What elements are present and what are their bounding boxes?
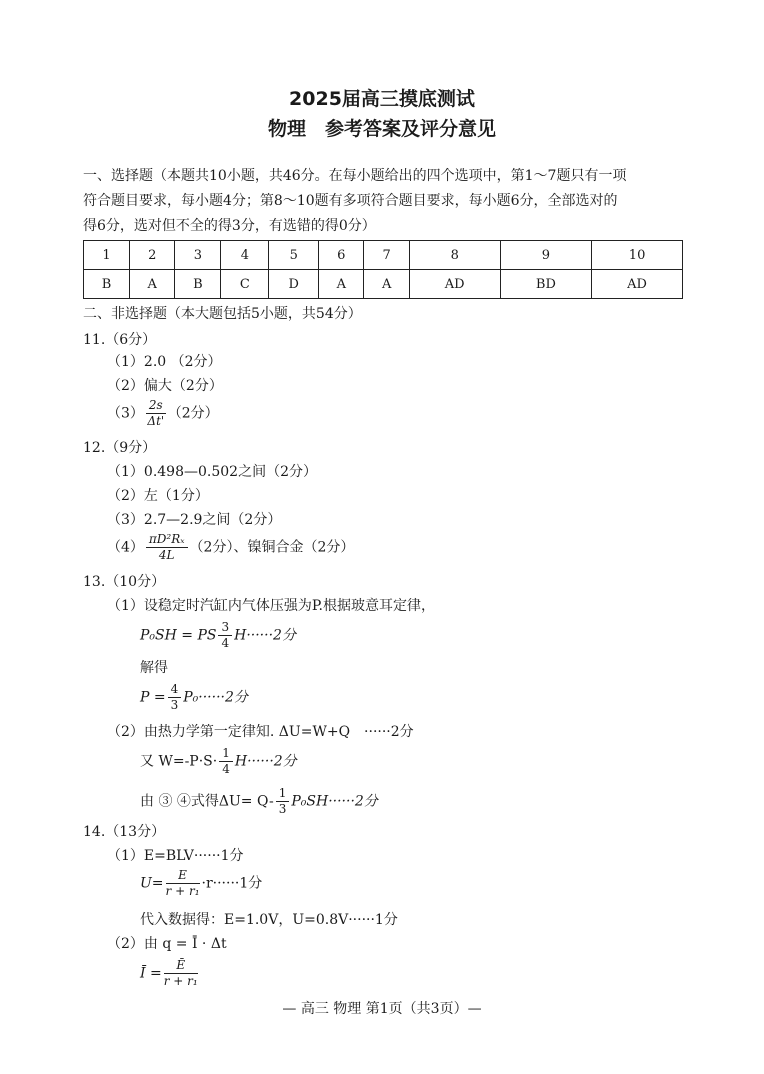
table-cell: A — [319, 270, 364, 299]
table-cell: 5 — [269, 241, 319, 270]
eq-left: P = — [140, 689, 166, 706]
eq-fraction — [219, 746, 233, 777]
table-cell: A — [130, 270, 175, 299]
eq-left: 又 W=-P·S· — [140, 753, 218, 770]
eq-left: P₀SH = PS — [140, 627, 217, 644]
fraction-denominator: r + r₁ — [165, 884, 200, 898]
q13-part-1: （1）设稳定时汽缸内气体压强为P.根据玻意耳定律， — [107, 598, 435, 614]
q11-answer-2: （2）偏大（2分） — [107, 378, 223, 394]
q12-answer-4 — [107, 532, 354, 563]
fraction-denominator: 4 — [222, 762, 230, 776]
fraction-denominator: 4L — [158, 548, 175, 562]
eq-fraction — [164, 958, 198, 989]
page-subtitle: 物理 参考答案及评分意见 — [267, 118, 496, 140]
q12-answer-2: （2）左（1分） — [107, 488, 209, 504]
q14-part-2: 代入数据得：E=1.0V，U=0.8V······1分 — [140, 912, 398, 928]
q11-a3-prefix: （3） — [107, 405, 144, 422]
eq-left: Ī = — [140, 965, 162, 982]
q11-answer-3 — [107, 398, 219, 429]
table-row-answers — [84, 270, 683, 299]
fraction-numerator: 2s — [146, 398, 166, 414]
eq-right: P₀······2分 — [183, 689, 248, 706]
fraction-numerator: 1 — [219, 746, 233, 762]
table-cell: 4 — [221, 241, 269, 270]
q12-answer-3: （3）2.7—2.9之间（2分） — [107, 512, 282, 528]
table-cell: 10 — [592, 241, 683, 270]
q13-part-2: （2）由热力学第一定律知. ΔU=W+Q ······2分 — [107, 724, 414, 740]
q13-equation-1 — [140, 620, 296, 651]
section1-line-3: 得6分，选对但不全的得3分，有选错的得0分） — [83, 218, 376, 234]
fraction-numerator: Ē — [164, 958, 198, 974]
fraction-numerator: 4 — [168, 682, 182, 698]
q12-head: 12.（9分） — [83, 440, 157, 456]
eq-right: P₀SH······2分 — [291, 793, 378, 810]
table-cell: A — [364, 270, 409, 299]
table-cell: 8 — [409, 241, 500, 270]
eq-right: H······2分 — [234, 753, 297, 770]
q12-a4-prefix: （4） — [107, 539, 144, 556]
q13-head: 13.（10分） — [83, 574, 166, 590]
q14-head: 14.（13分） — [83, 824, 166, 840]
table-cell: 9 — [500, 241, 592, 270]
table-cell: 7 — [364, 241, 409, 270]
page-title: 2025届高三摸底测试 — [289, 88, 475, 110]
fraction-denominator: r + r₁ — [163, 974, 198, 988]
fraction-denominator: 3 — [170, 698, 179, 712]
table-cell: B — [84, 270, 130, 299]
eq-left: U= — [140, 875, 164, 892]
q13-equation-4 — [140, 786, 378, 817]
q14-equation-2 — [140, 958, 200, 989]
q11-answer-1: （1）2.0 （2分） — [107, 354, 222, 370]
q14-part-3: （2）由 q = Ī · Δt — [107, 936, 227, 952]
q11-fraction — [146, 398, 166, 429]
q12-a4-suffix: （2分）、镍铜合金（2分） — [189, 539, 355, 556]
q11-a3-suffix: （2分） — [167, 405, 219, 422]
q13-solve-label: 解得 — [140, 660, 168, 676]
table-cell: 2 — [130, 241, 175, 270]
eq-fraction — [276, 786, 290, 817]
table-cell: 1 — [84, 241, 130, 270]
table-cell: B — [175, 270, 221, 299]
fraction-denominator: Δt' — [147, 414, 165, 428]
eq-right: H······2分 — [234, 627, 296, 644]
q12-fraction — [146, 532, 188, 563]
eq-right: ·r······1分 — [201, 875, 263, 892]
page-footer: — 高三 物理 第1页（共3页）— — [282, 1001, 482, 1017]
eq-fraction — [168, 682, 182, 713]
section2-title: 二、非选择题（本大题包括5小题，共54分） — [83, 306, 362, 322]
section1-line-2: 符合题目要求，每小题4分；第8～10题有多项符合题目要求，每小题6分，全部选对的 — [83, 193, 618, 209]
q11-head: 11.（6分） — [83, 332, 157, 348]
answer-table — [83, 240, 683, 299]
table-cell: BD — [500, 270, 592, 299]
fraction-denominator: 4 — [221, 636, 230, 650]
q14-equation-1 — [140, 868, 262, 899]
fraction-numerator: E — [166, 868, 200, 884]
eq-fraction — [166, 868, 200, 899]
eq-left: 由 ③ ④式得ΔU= Q- — [140, 793, 274, 810]
q14-part-1: （1）E=BLV······1分 — [107, 848, 244, 864]
fraction-denominator: 3 — [278, 802, 287, 816]
table-cell: C — [221, 270, 269, 299]
section1-line-1: 一、选择题（本题共10小题，共46分。在每小题给出的四个选项中，第1～7题只有一项 — [83, 168, 627, 184]
table-cell: D — [269, 270, 319, 299]
table-cell: AD — [592, 270, 683, 299]
fraction-numerator: 1 — [276, 786, 290, 802]
table-cell: 3 — [175, 241, 221, 270]
q13-equation-3 — [140, 746, 297, 777]
q12-answer-1: （1）0.498—0.502之间（2分） — [107, 464, 317, 480]
table-row-numbers — [84, 241, 683, 270]
eq-fraction — [218, 620, 232, 651]
table-cell: 6 — [319, 241, 364, 270]
q13-equation-2 — [140, 682, 248, 713]
table-cell: AD — [409, 270, 500, 299]
fraction-numerator: 3 — [218, 620, 232, 636]
fraction-numerator: πD²Rₓ — [146, 532, 188, 548]
